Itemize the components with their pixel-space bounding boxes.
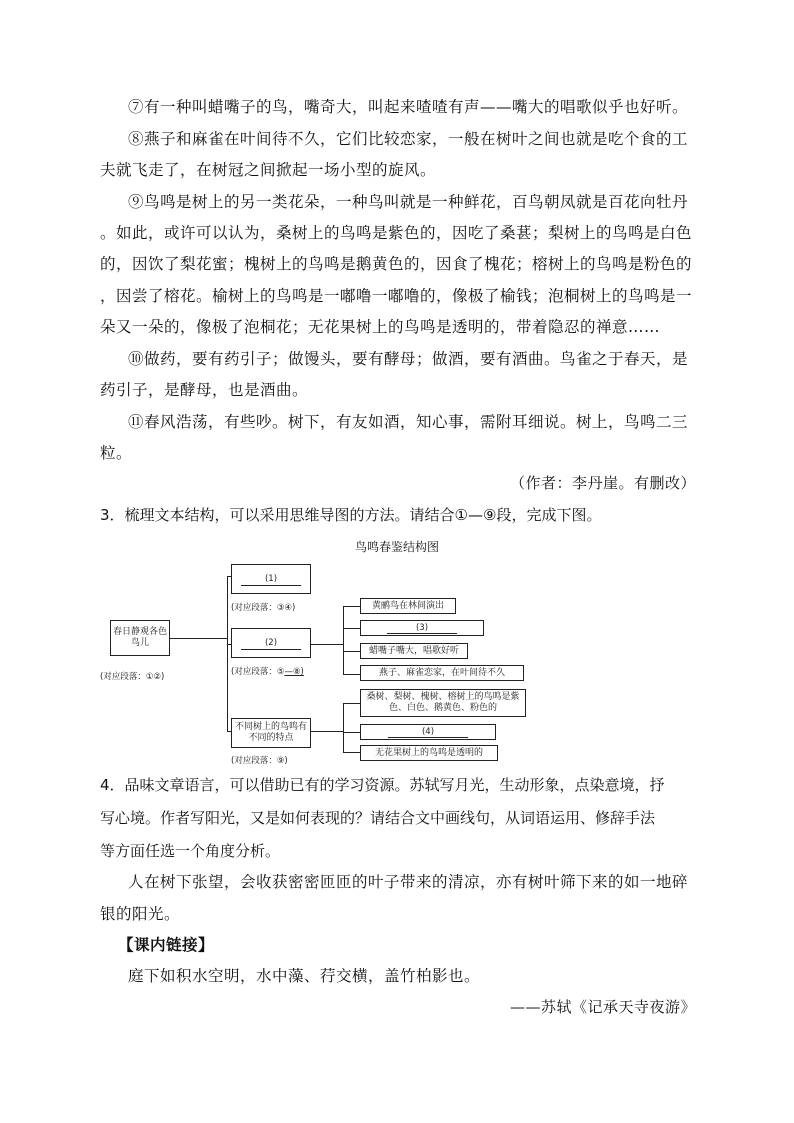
- paragraph-8-line-2: 夫就飞走了，在树冠之间掀起一场小型的旋风。: [100, 161, 437, 179]
- branch2-node: [231, 628, 311, 658]
- branch2-note: [231, 665, 304, 677]
- branch2-blank[interactable]: (2): [241, 637, 301, 650]
- paragraph-10-line-1: ⑩做药，要有药引子；做馒头，要有酵母；做酒，要有酒曲。鸟雀之于春天，是: [128, 350, 689, 368]
- branch3-out: [311, 731, 343, 732]
- link-text: 庭下如积水空明，水中藻、荇交横，盖竹柏影也。: [128, 967, 481, 985]
- paragraph-9-line-1: ⑨鸟鸣是树上的另一类花朵，一种鸟叫就是一种鲜花，百鸟朝凤就是百花向牡丹: [128, 193, 689, 211]
- paragraph-11-line-1: ⑪春风浩荡，有些吵。树下，有友如酒，知心事，需附耳细说。树上，鸟鸣二三: [128, 413, 689, 431]
- paragraph-7: ⑦有一种叫蜡嘴子的鸟，嘴奇大，叫起来喳喳有声——嘴大的唱歌似乎也好听。: [128, 98, 689, 116]
- trunk-line: [227, 576, 228, 731]
- link-heading: 【课内链接】: [118, 935, 215, 954]
- question-4-line-2: 写心境。作者写阳光，又是如何表现的？请结合文中画线句，从词语运用、修辞手法: [100, 809, 656, 827]
- leaf-connector: [343, 651, 360, 652]
- branch1-note: (对应段落：③④): [231, 603, 296, 613]
- branch2-out: [311, 644, 343, 645]
- branch2-leaf-1: 黄鹂鸟在林间演出: [360, 598, 456, 614]
- quote-line-2: 银的阳光。: [100, 905, 181, 923]
- branch3-leaf-1: 桑树、梨树、槐树、榕树上的鸟鸣是紫色、白色、鹅黄色、粉色的: [360, 689, 526, 717]
- paragraph-9-line-5: 朵又一朵的，像极了泡桐花；无花果树上的鸟鸣是透明的，带着隐忍的禅意……: [100, 318, 661, 336]
- question-3: 3．梳理文本结构，可以采用思维导图的方法。请结合①—⑨段，完成下图。: [100, 506, 602, 524]
- branch2-note-mid: —⑧): [284, 667, 304, 677]
- root-connector: [170, 638, 227, 639]
- leaf-connector: [343, 606, 360, 607]
- link-source: ——苏轼《记承天寺夜游》: [509, 998, 696, 1016]
- mind-map-diagram: [100, 558, 540, 768]
- paragraph-8-line-1: ⑧燕子和麻雀在叶间待不久，它们比较恋家，一般在树叶之间也就是吃个食的工: [128, 130, 689, 148]
- paragraph-9-line-2: 。如此，或许可以认为，桑树上的鸟鸣是紫色的，因吃了桑葚；梨树上的鸟鸣是白色: [100, 224, 693, 242]
- branch2-leaf-2-blank[interactable]: (3): [387, 623, 457, 634]
- branch2-leaf-2: [360, 620, 484, 636]
- branch2-spine: [343, 606, 344, 674]
- paragraph-9-line-4: ，因尝了榕花。榆树上的鸟鸣是一嘟噜一嘟噜的，像极了榆钱；泡桐树上的鸟鸣是一: [100, 287, 693, 305]
- branch3-note: (对应段落：⑨): [231, 756, 288, 766]
- leaf-connector: [343, 732, 360, 733]
- root-note: (对应段落：①②): [100, 672, 165, 682]
- question-4-line-3: 等方面任选一个角度分析。: [100, 842, 281, 860]
- branch3-node: 不同树上的鸟鸣有不同的特点: [231, 718, 311, 748]
- branch2-note-prefix: (对应段落：⑤: [231, 667, 285, 677]
- paragraph-11-line-2: 粒。: [100, 444, 133, 462]
- branch3-spine: [343, 703, 344, 752]
- leaf-connector: [343, 703, 360, 704]
- branch1-node: [231, 564, 311, 594]
- paragraph-9-line-3: 的，因饮了梨花蜜；槐树上的鸟鸣是鹅黄色的，因食了槐花；榕树上的鸟鸣是粉色的: [100, 255, 693, 273]
- passage-source: （作者：李丹崖。有删改）: [509, 474, 696, 492]
- branch1-blank[interactable]: (1): [241, 573, 301, 586]
- branch2-leaf-3: 蜡嘴子嘴大，唱歌好听: [360, 643, 468, 659]
- branch3-leaf-2: [360, 724, 496, 740]
- leaf-connector: [343, 674, 360, 675]
- question-4-line-1: 4．品味文章语言，可以借助已有的学习资源。苏轼写月光，生动形象，点染意境，抒: [100, 776, 665, 794]
- leaf-connector: [343, 628, 360, 629]
- root-node: 春日静观各色鸟儿: [110, 620, 170, 656]
- diagram-title: 鸟鸣春鉴结构图: [354, 540, 439, 554]
- branch3-leaf-3: 无花果树上的鸟鸣是透明的: [360, 745, 498, 761]
- paragraph-10-line-2: 药引子，是酵母，也是酒曲。: [100, 381, 309, 399]
- branch2-leaf-4: 燕子、麻雀恋家，在叶间待不久: [360, 665, 524, 681]
- branch3-leaf-2-blank[interactable]: (4): [388, 727, 468, 738]
- leaf-connector: [343, 752, 360, 753]
- quote-line-1: 人在树下张望，会收获密密匝匝的叶子带来的清凉，亦有树叶筛下来的如一地碎: [128, 873, 689, 891]
